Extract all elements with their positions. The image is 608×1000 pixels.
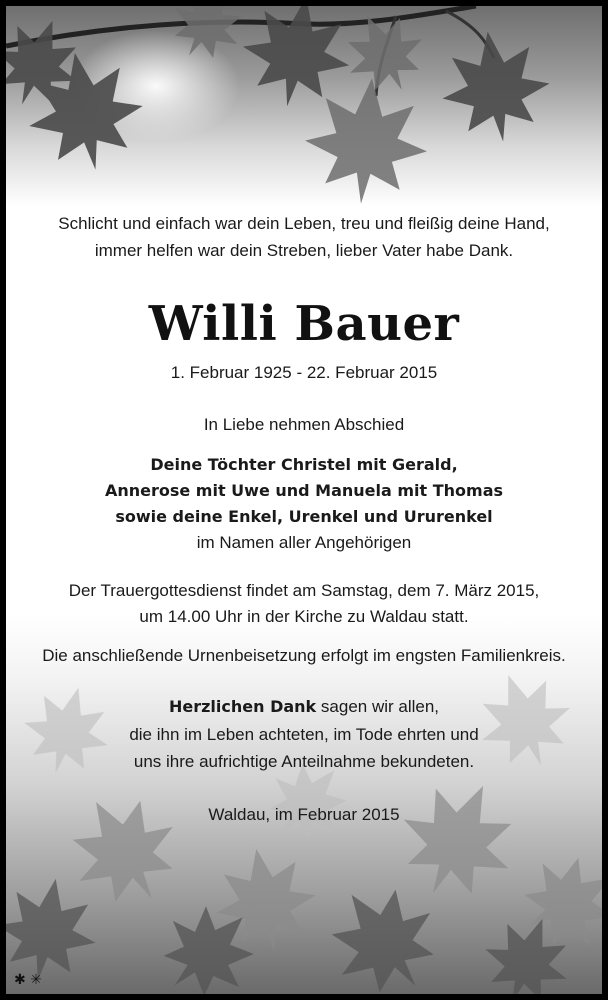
- place-date: Waldau, im Februar 2015: [208, 805, 400, 824]
- farewell-intro: In Liebe nehmen Abschied: [203, 415, 405, 434]
- thanks-line-1: [6, 696, 602, 718]
- burial-notice: Die anschließende Urnenbeisetzung erfolgt im engsten Familienkreis.: [42, 646, 566, 665]
- service-line-2: um 14.00 Uhr in der Kirche zu Waldau statt.: [139, 607, 469, 626]
- thanks-bold: Herzlichen Dank: [168, 697, 317, 716]
- thanks-line-3: uns ihre aufrichtige Anteilnahme bekundeten.: [133, 752, 475, 771]
- mourners-line-1: Deine Töchter Christel mit Gerald,: [150, 455, 458, 474]
- verse-line-2: immer helfen war dein Streben, lieber Vater habe Dank.: [94, 241, 514, 260]
- thanks-rest: sagen wir allen,: [316, 697, 440, 716]
- mourners-line-2: Annerose mit Uwe und Manuela mit Thomas: [104, 481, 504, 500]
- service-line-1: Der Trauergottesdienst findet am Samstag, dem 7. März 2015,: [68, 581, 540, 600]
- mourners-line-3: sowie deine Enkel, Urenkel und Ururenkel: [115, 507, 493, 526]
- life-dates: 1. Februar 1925 - 22. Februar 2015: [170, 363, 438, 382]
- mourners-line-4: im Namen aller Angehörigen: [196, 533, 412, 552]
- deceased-name: Willi Bauer: [148, 296, 460, 352]
- thanks-line-2: die ihn im Leben achteten, im Tode ehrten und: [129, 725, 479, 744]
- stars-icon: ✱ ✳: [14, 972, 42, 988]
- maple-leaves-top-image: [6, 6, 602, 206]
- verse-line-1: Schlicht und einfach war dein Leben, treu und fleißig deine Hand,: [58, 214, 550, 233]
